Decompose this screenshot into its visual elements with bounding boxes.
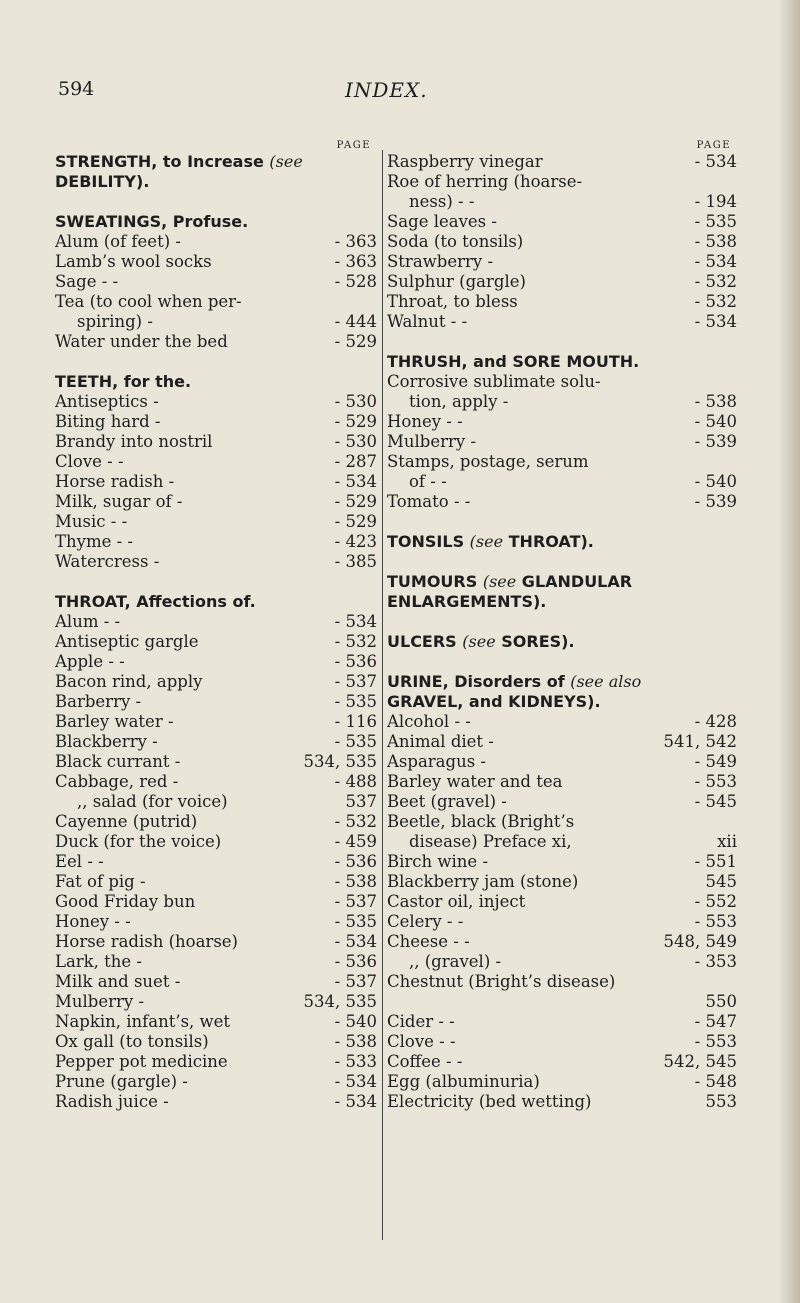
entry-text: Mulberry - xyxy=(55,992,145,1011)
index-entry xyxy=(55,252,377,272)
index-entry xyxy=(55,712,377,732)
left-column xyxy=(55,140,377,1112)
index-entry xyxy=(55,1092,377,1112)
entry-page-ref: - 534 xyxy=(694,252,737,271)
index-entry xyxy=(55,772,377,792)
entry-text: Throat, to bless xyxy=(387,292,518,311)
section-gap xyxy=(55,192,377,212)
index-subentry xyxy=(55,312,377,332)
entry-page-ref: - 537 xyxy=(334,972,377,991)
entry-page-ref: - 540 xyxy=(334,1012,377,1031)
index-entry xyxy=(387,712,737,732)
entry-text: Watercress - xyxy=(55,552,160,571)
entry-text: Egg (albuminuria) xyxy=(387,1072,540,1091)
entry-page-ref: - 534 xyxy=(334,932,377,951)
entry-text: Ox gall (to tonsils) xyxy=(55,1032,209,1051)
index-subentry xyxy=(387,192,737,212)
entry-page-ref: - 535 xyxy=(334,692,377,711)
index-entry xyxy=(55,972,377,992)
page-number: 594 xyxy=(58,78,95,100)
entry-page-ref: - 530 xyxy=(334,392,377,411)
entry-page-ref: - 532 xyxy=(694,272,737,291)
index-entry xyxy=(55,332,377,352)
entry-text: Celery - - xyxy=(387,912,464,931)
heading-see-note: (see xyxy=(462,632,496,651)
index-entry xyxy=(55,272,377,292)
index-entry xyxy=(387,412,737,432)
entry-page-ref: - 538 xyxy=(694,392,737,411)
entry-text: ,, salad (for voice) xyxy=(77,792,228,811)
entry-page-ref: - 428 xyxy=(694,712,737,731)
heading-text: TEETH, for the. xyxy=(55,372,192,391)
section-heading xyxy=(387,592,737,612)
index-entry xyxy=(55,432,377,452)
index-entry xyxy=(387,252,737,272)
heading-text: TUMOURS xyxy=(387,572,483,591)
entry-page-ref: - 535 xyxy=(334,732,377,751)
entry-text: Sage leaves - xyxy=(387,212,497,231)
entry-page-ref: - 529 xyxy=(334,412,377,431)
entry-text: Raspberry vinegar xyxy=(387,152,543,171)
entry-text: Cabbage, red - xyxy=(55,772,179,791)
entry-text: Barberry - xyxy=(55,692,142,711)
entry-text: Brandy into nostril xyxy=(55,432,213,451)
entry-text: Bacon rind, apply xyxy=(55,672,203,691)
index-entry xyxy=(387,772,737,792)
entry-page-ref: 548, 549 xyxy=(663,932,737,951)
section-gap xyxy=(387,332,737,352)
index-entry xyxy=(55,632,377,652)
index-entry xyxy=(55,492,377,512)
index-entry xyxy=(55,912,377,932)
entry-text: Duck (for the voice) xyxy=(55,832,222,851)
index-entry xyxy=(387,492,737,512)
index-entry xyxy=(387,1032,737,1052)
index-subentry xyxy=(387,952,737,972)
entry-text: of - - xyxy=(409,472,447,491)
entry-page-ref: - 385 xyxy=(334,552,377,571)
entry-page-ref: - 532 xyxy=(694,292,737,311)
entry-page-ref: 542, 545 xyxy=(663,1052,737,1071)
entry-page-ref: - 444 xyxy=(334,312,377,331)
entry-page-ref: - 528 xyxy=(334,272,377,291)
index-entry xyxy=(387,752,737,772)
entry-page-ref: - 423 xyxy=(334,532,377,551)
entry-page-ref: - 545 xyxy=(694,792,737,811)
index-entry xyxy=(55,852,377,872)
index-entry xyxy=(387,972,737,992)
index-entry xyxy=(55,652,377,672)
entry-page-ref: - 363 xyxy=(334,232,377,251)
entry-page-ref: - 547 xyxy=(694,1012,737,1031)
entry-page-ref: - 529 xyxy=(334,512,377,531)
index-entry xyxy=(387,872,737,892)
entry-page-ref: - 488 xyxy=(334,772,377,791)
entry-page-ref: - 363 xyxy=(334,252,377,271)
entry-page-ref: 534, 535 xyxy=(303,752,377,771)
entry-text: Birch wine - xyxy=(387,852,489,871)
right-column xyxy=(387,140,737,1112)
entry-text: Apple - - xyxy=(55,652,125,671)
entry-text: Beet (gravel) - xyxy=(387,792,507,811)
index-entry xyxy=(55,532,377,552)
index-entry xyxy=(55,512,377,532)
entry-text: Sulphur (gargle) xyxy=(387,272,526,291)
index-entry xyxy=(387,152,737,172)
section-gap xyxy=(387,652,737,672)
index-entry xyxy=(387,912,737,932)
index-entry xyxy=(55,872,377,892)
entry-text: Lamb’s wool socks xyxy=(55,252,212,271)
entry-page-ref: - 539 xyxy=(694,492,737,511)
section-heading xyxy=(55,592,377,612)
entry-page-ref: - 353 xyxy=(694,952,737,971)
section-gap xyxy=(55,352,377,372)
index-entry xyxy=(387,232,737,252)
section-heading xyxy=(387,632,737,652)
heading-text: SWEATINGS, Profuse. xyxy=(55,212,249,231)
entry-text: Honey - - xyxy=(55,912,131,931)
entry-text: Lark, the - xyxy=(55,952,143,971)
right-entries xyxy=(387,152,737,1112)
heading-text: THROAT, Affections of. xyxy=(55,592,256,611)
heading-see-note: (see also xyxy=(570,672,642,691)
index-entry xyxy=(55,1072,377,1092)
entry-text: Music - - xyxy=(55,512,128,531)
index-entry xyxy=(387,992,737,1012)
entry-page-ref: - 534 xyxy=(694,152,737,171)
index-entry xyxy=(55,832,377,852)
entry-page-ref: - 459 xyxy=(334,832,377,851)
index-subentry xyxy=(55,792,377,812)
index-entry xyxy=(55,932,377,952)
entry-text: tion, apply - xyxy=(409,392,509,411)
entry-page-ref: - 552 xyxy=(694,892,737,911)
entry-text: Thyme - - xyxy=(55,532,134,551)
entry-page-ref: - 533 xyxy=(334,1052,377,1071)
entry-text: Honey - - xyxy=(387,412,463,431)
section-gap xyxy=(387,552,737,572)
entry-page-ref: - 540 xyxy=(694,412,737,431)
entry-text: Electricity (bed wetting) xyxy=(387,1092,592,1111)
entry-page-ref: - 536 xyxy=(334,652,377,671)
entry-text: Sage - - xyxy=(55,272,119,291)
entry-text: Milk, sugar of - xyxy=(55,492,183,511)
index-entry xyxy=(55,392,377,412)
entry-text: Beetle, black (Bright’s xyxy=(387,812,575,831)
heading-text: DEBILITY). xyxy=(55,172,150,191)
entry-text: Black currant - xyxy=(55,752,181,771)
index-entry xyxy=(387,452,737,472)
section-heading xyxy=(55,212,377,232)
index-entry xyxy=(387,932,737,952)
entry-text: Barley water and tea xyxy=(387,772,563,791)
entry-page-ref: - 537 xyxy=(334,672,377,691)
index-entry xyxy=(55,992,377,1012)
entry-page-ref: 545 xyxy=(705,872,737,891)
section-gap xyxy=(387,512,737,532)
entry-page-ref: 541, 542 xyxy=(663,732,737,751)
index-entry xyxy=(55,812,377,832)
entry-text: Clove - - xyxy=(55,452,124,471)
entry-text: Mulberry - xyxy=(387,432,477,451)
entry-text: Alum (of feet) - xyxy=(55,232,181,251)
heading-see-note: (see xyxy=(269,152,303,171)
index-subentry xyxy=(387,832,737,852)
index-entry xyxy=(387,372,737,392)
index-entry xyxy=(55,892,377,912)
index-entry xyxy=(55,612,377,632)
entry-text: Cheese - - xyxy=(387,932,470,951)
entry-page-ref: - 538 xyxy=(334,1032,377,1051)
section-heading xyxy=(387,532,737,552)
heading-text: URINE, Disorders of xyxy=(387,672,571,691)
heading-text: ULCERS xyxy=(387,632,463,651)
index-entry xyxy=(55,232,377,252)
entry-text: Milk and suet - xyxy=(55,972,181,991)
section-heading xyxy=(387,672,737,692)
entry-text: Tea (to cool when per- xyxy=(55,292,242,311)
entry-page-ref: - 529 xyxy=(334,492,377,511)
entry-page-ref: - 553 xyxy=(694,1032,737,1051)
heading-text: GRAVEL, and KIDNEYS). xyxy=(387,692,601,711)
index-entry xyxy=(55,692,377,712)
index-entry xyxy=(387,212,737,232)
entry-text: Prune (gargle) - xyxy=(55,1072,188,1091)
entry-text: Animal diet - xyxy=(387,732,494,751)
entry-page-ref: - 538 xyxy=(694,232,737,251)
entry-text xyxy=(387,992,706,1012)
entry-text: Barley water - xyxy=(55,712,174,731)
entry-text: disease) Preface xi, xyxy=(409,832,572,851)
entry-page-ref: - 538 xyxy=(334,872,377,891)
index-entry xyxy=(55,552,377,572)
entry-page-ref: - 537 xyxy=(334,892,377,911)
index-entry xyxy=(387,812,737,832)
entry-text: Strawberry - xyxy=(387,252,494,271)
index-entry xyxy=(55,452,377,472)
entry-text: Roe of herring (hoarse- xyxy=(387,172,583,191)
heading-see-note: (see xyxy=(469,532,504,551)
entry-text: Asparagus - xyxy=(387,752,486,771)
index-entry xyxy=(55,292,377,312)
entry-text: Fat of pig - xyxy=(55,872,146,891)
heading-text: ENLARGEMENTS). xyxy=(387,592,547,611)
section-heading xyxy=(55,152,377,172)
heading-text: TONSILS xyxy=(387,532,470,551)
entry-page-ref: - 535 xyxy=(694,212,737,231)
entry-text: Chestnut (Bright’s disease) xyxy=(387,972,616,991)
index-entry xyxy=(387,1052,737,1072)
entry-text: Antiseptics - xyxy=(55,392,159,411)
entry-text: Blackberry - xyxy=(55,732,158,751)
entry-text: Walnut - - xyxy=(387,312,468,331)
entry-page-ref: - 534 xyxy=(334,1072,377,1091)
entry-page-ref: - 534 xyxy=(334,612,377,631)
column-divider xyxy=(382,150,383,1240)
entry-page-ref: xii xyxy=(717,832,737,851)
index-entry xyxy=(55,472,377,492)
section-gap xyxy=(55,572,377,592)
heading-text: STRENGTH, to Increase xyxy=(55,152,270,171)
index-entry xyxy=(55,952,377,972)
entry-text: Napkin, infant’s, wet xyxy=(55,1012,231,1031)
index-entry xyxy=(55,1012,377,1032)
running-title: INDEX. xyxy=(345,78,428,102)
entry-text: spiring) - xyxy=(77,312,153,331)
entry-text: Horse radish (hoarse) xyxy=(55,932,238,951)
index-entry xyxy=(387,272,737,292)
section-heading xyxy=(387,352,737,372)
entry-text: Coffee - - xyxy=(387,1052,463,1071)
entry-text: Soda (to tonsils) xyxy=(387,232,524,251)
entry-page-ref: - 553 xyxy=(694,772,737,791)
entry-page-ref: - 532 xyxy=(334,632,377,651)
entry-page-ref: - 548 xyxy=(694,1072,737,1091)
index-entry xyxy=(387,1092,737,1112)
index-entry xyxy=(387,732,737,752)
entry-text: Stamps, postage, serum xyxy=(387,452,589,471)
index-entry xyxy=(55,412,377,432)
entry-page-ref: - 534 xyxy=(334,472,377,491)
entry-text: Blackberry jam (stone) xyxy=(387,872,579,891)
index-entry xyxy=(387,172,737,192)
heading-tail: GLANDULAR xyxy=(516,572,633,591)
index-entry xyxy=(387,1012,737,1032)
entry-page-ref: - 553 xyxy=(694,912,737,931)
entry-text: Clove - - xyxy=(387,1032,456,1051)
index-entry xyxy=(55,1032,377,1052)
entry-page-ref: - 532 xyxy=(334,812,377,831)
index-entry xyxy=(387,892,737,912)
section-heading xyxy=(387,692,737,712)
entry-page-ref: - 287 xyxy=(334,452,377,471)
entry-page-ref: - 536 xyxy=(334,852,377,871)
entry-text: Corrosive sublimate solu- xyxy=(387,372,601,391)
entry-text: ,, (gravel) - xyxy=(409,952,502,971)
entry-text: Alum - - xyxy=(55,612,121,631)
left-entries xyxy=(55,152,377,1112)
entry-text: Horse radish - xyxy=(55,472,175,491)
entry-page-ref: 553 xyxy=(705,1092,737,1111)
entry-text: Water under the bed xyxy=(55,332,228,351)
entry-page-ref: 534, 535 xyxy=(303,992,377,1011)
page-header xyxy=(0,78,800,108)
entry-page-ref: - 116 xyxy=(334,712,377,731)
entry-text: Antiseptic gargle xyxy=(55,632,199,651)
heading-tail: SORES). xyxy=(495,632,575,651)
index-entry xyxy=(387,292,737,312)
index-subentry xyxy=(387,392,737,412)
entry-text: Biting hard - xyxy=(55,412,161,431)
entry-page-ref: - 529 xyxy=(334,332,377,351)
section-heading xyxy=(387,572,737,592)
entry-text: Tomato - - xyxy=(387,492,471,511)
entry-page-ref: - 530 xyxy=(334,432,377,451)
entry-text: Cayenne (putrid) xyxy=(55,812,198,831)
page-column-label: PAGE xyxy=(336,140,371,151)
entry-text: ness) - - xyxy=(409,192,475,211)
entry-text: Good Friday bun xyxy=(55,892,196,911)
entry-page-ref: - 551 xyxy=(694,852,737,871)
heading-text: THRUSH, and SORE MOUTH. xyxy=(387,352,640,371)
index-entry xyxy=(55,732,377,752)
index-subentry xyxy=(387,472,737,492)
index-entry xyxy=(387,312,737,332)
index-entry xyxy=(387,432,737,452)
entry-text: Eel - - xyxy=(55,852,104,871)
heading-see-note: (see xyxy=(482,572,517,591)
entry-page-ref: 550 xyxy=(705,992,737,1011)
heading-tail: THROAT). xyxy=(503,532,594,551)
entry-page-ref: - 535 xyxy=(334,912,377,931)
entry-text: Cider - - xyxy=(387,1012,455,1031)
index-entry xyxy=(55,672,377,692)
entry-text: Alcohol - - xyxy=(387,712,471,731)
entry-page-ref: 537 xyxy=(345,792,377,811)
index-entry xyxy=(55,752,377,772)
page-column-label: PAGE xyxy=(696,140,731,151)
entry-page-ref: - 540 xyxy=(694,472,737,491)
entry-page-ref: - 534 xyxy=(334,1092,377,1111)
section-gap xyxy=(387,612,737,632)
entry-text: Radish juice - xyxy=(55,1092,169,1111)
section-heading xyxy=(55,372,377,392)
index-entry xyxy=(387,1072,737,1092)
index-entry xyxy=(55,1052,377,1072)
entry-page-ref: - 539 xyxy=(694,432,737,451)
entry-page-ref: - 549 xyxy=(694,752,737,771)
index-entry xyxy=(387,792,737,812)
entry-text: Castor oil, inject xyxy=(387,892,526,911)
index-entry xyxy=(387,852,737,872)
section-heading xyxy=(55,172,377,192)
page-edge-shadow xyxy=(778,0,800,1303)
entry-text: Pepper pot medicine xyxy=(55,1052,228,1071)
entry-page-ref: - 534 xyxy=(694,312,737,331)
entry-page-ref: - 536 xyxy=(334,952,377,971)
entry-page-ref: - 194 xyxy=(694,192,737,211)
